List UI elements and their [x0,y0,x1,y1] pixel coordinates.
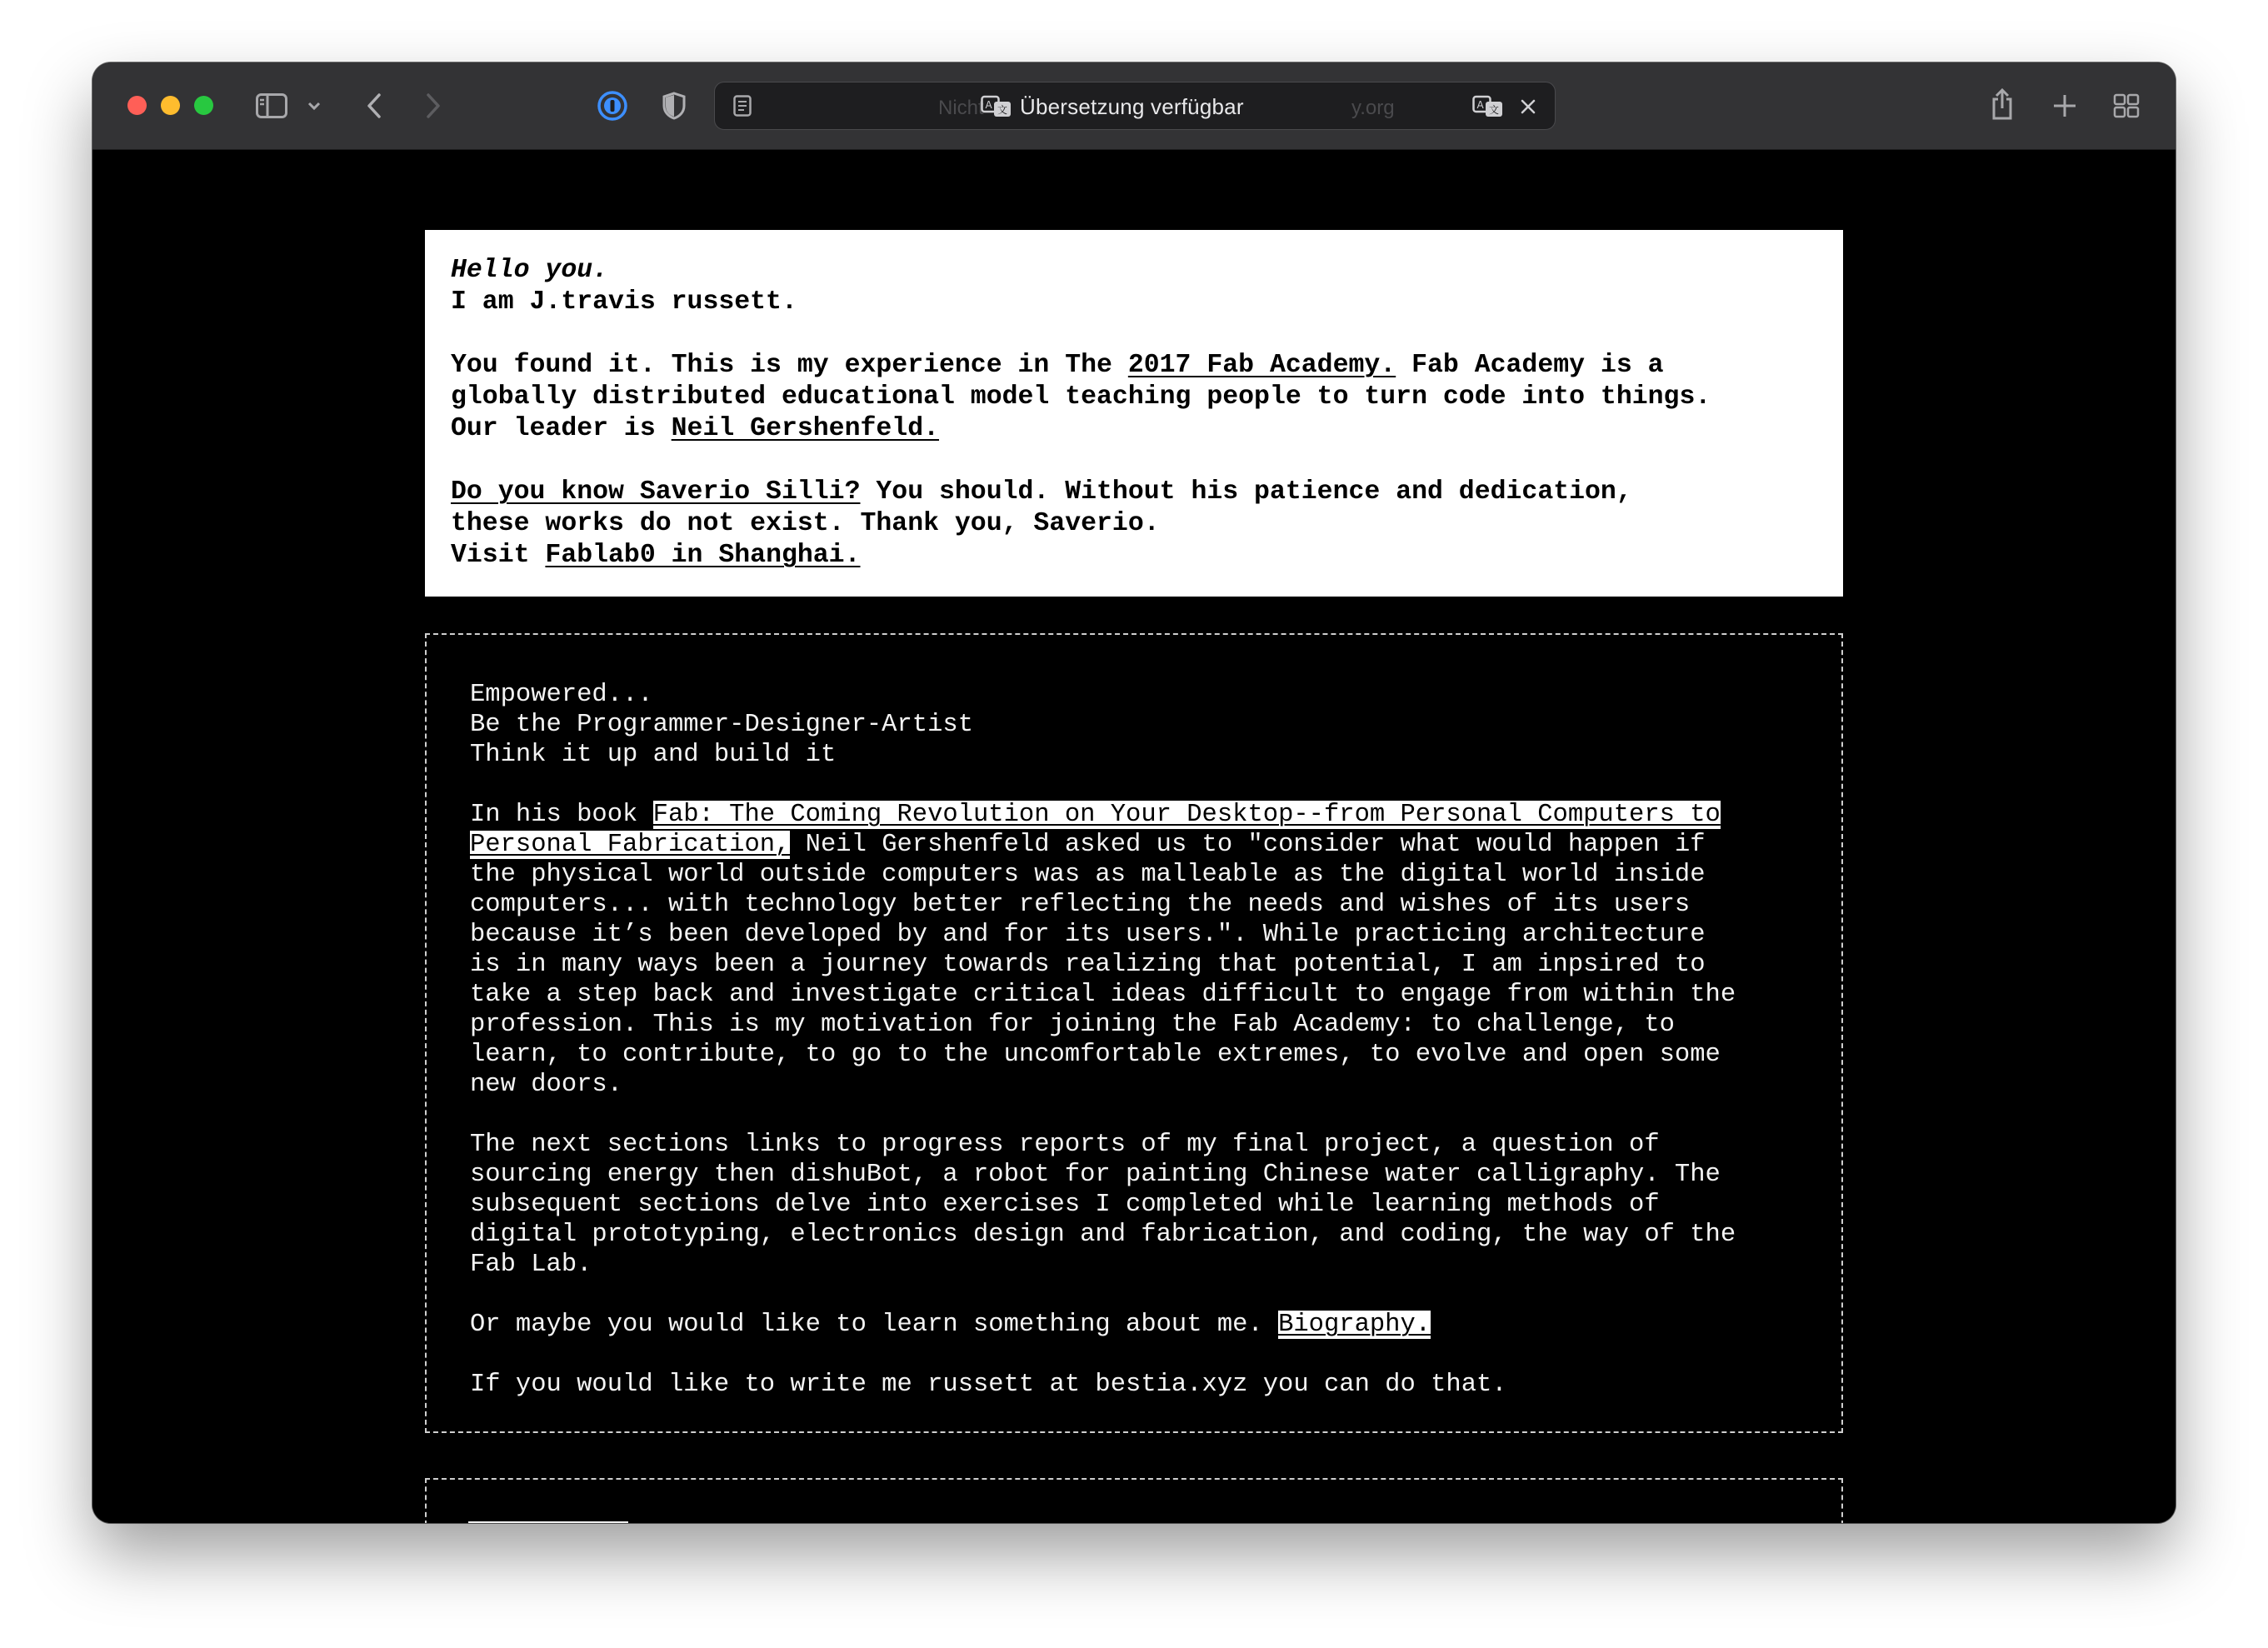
tagline: Think it up and build it [470,741,837,769]
tab-overview-icon[interactable] [2112,92,2141,119]
paragraph-line: take a step back and investigate critical ideas difficult to engage from within the [470,981,1736,1009]
reader-icon[interactable] [732,94,753,117]
paragraph-line: The next sections links to progress reports of my final project, a question of [470,1131,1660,1159]
section-heading-bar [468,1521,628,1523]
browser-toolbar [92,62,2176,150]
book-quote-text: Neil Gershenfeld asked us to "consider what would happen if [790,831,1706,859]
book-intro-text: In his book [470,801,653,829]
paragraph-line: subsequent sections delve into exercises I completed while learning methods of [470,1191,1660,1219]
biography-text: Or maybe you would like to learn something about me. [470,1311,1279,1339]
share-icon[interactable] [1990,86,2015,122]
shield-icon[interactable] [661,91,687,121]
translate-icon[interactable] [1471,94,1505,119]
sidebar-icon[interactable] [256,92,287,119]
close-icon[interactable] [1518,97,1538,117]
translate-icon[interactable] [980,94,1013,119]
minimize-window-button[interactable] [161,96,180,115]
paragraph-line: computers... with technology better reflecting the needs and wishes of its users [470,891,1691,919]
chevron-down-icon[interactable] [307,99,322,112]
thanks-text: these works do not exist. Thank you, Saverio. [451,509,1160,538]
about-section [425,633,1843,1433]
paragraph-line: new doors. [470,1071,623,1099]
address-text: Übersetzung verfügbar [1020,94,1244,119]
tagline: Empowered... [470,681,653,709]
forward-arrow-icon[interactable] [423,92,443,119]
browser-window [92,62,2176,1523]
fab-book-link[interactable]: Fab: The Coming Revolution on Your Desktop--from Personal Computers to [652,801,1721,829]
found-text-after: Fab Academy is a [1396,351,1664,380]
fab-book-link-cont[interactable]: Personal Fabrication, [470,831,791,859]
address-bar[interactable] [714,82,1556,130]
intro-box [425,230,1843,597]
fablab0-link[interactable]: Fablab0 in Shanghai. [545,541,861,570]
saverio-silli-link[interactable]: Do you know Saverio Silli? [451,477,861,507]
address-ghost-text-right: y.org [1351,97,1395,119]
paragraph-line: because it’s been developed by and for its users.". While practicing architecture [470,921,1706,949]
plus-icon[interactable] [2051,92,2078,119]
greeting: Hello you. [451,256,609,285]
paragraph-line: sourcing energy then dishuBot, a robot for painting Chinese water calligraphy. The [470,1161,1721,1189]
address-ghost-text: Nicht [938,97,984,119]
fab-academy-link[interactable]: 2017 Fab Academy. [1127,351,1396,380]
paragraph-line: Fab Lab. [470,1251,592,1279]
tagline: Be the Programmer-Designer-Artist [470,711,973,739]
contact-text: If you would like to write me russett at bestia.xyz you can do that. [470,1371,1507,1399]
paragraph-line: learn, to contribute, to go to the uncomfortable extremes, to evolve and open some [470,1041,1721,1069]
svg-text:文: 文 [1489,104,1500,116]
neil-gershenfeld-link[interactable]: Neil Gershenfeld. [671,414,940,443]
biography-link[interactable]: Biography. [1278,1311,1431,1339]
svg-text:文: 文 [997,104,1008,116]
back-arrow-icon[interactable] [364,92,384,119]
saverio-text: You should. Without his patience and dedication, [860,477,1632,507]
svg-text:A: A [985,99,992,111]
close-window-button[interactable] [127,96,147,115]
name-line: I am J.travis russett. [451,287,797,317]
leader-text: Our leader is [451,414,672,443]
onepassword-icon[interactable] [597,90,628,122]
visit-text: Visit [451,541,546,570]
paragraph-line: profession. This is my motivation for joining the Fab Academy: to challenge, to [470,1011,1675,1039]
paragraph-line: digital prototyping, electronics design and fabrication, and coding, the way of the [470,1221,1736,1249]
found-text: You found it. This is my experience in The [451,351,1128,380]
next-section [425,1478,1843,1523]
zoom-window-button[interactable] [194,96,213,115]
svg-text:A: A [1476,99,1484,111]
paragraph-line: the physical world outside computers was as malleable as the digital world inside [470,861,1706,889]
fab-academy-description: globally distributed educational model teaching people to turn code into things. [451,382,1711,412]
page-content [92,150,2176,1523]
paragraph-line: is in many ways been a journey towards realizing that potential, I am inpsired to [470,951,1706,979]
